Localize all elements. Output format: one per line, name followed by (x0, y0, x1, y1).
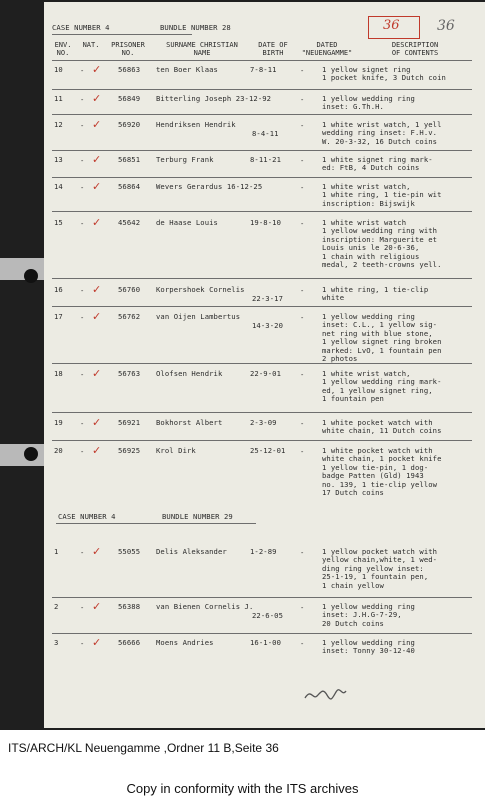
dash-mark: - (300, 219, 305, 228)
handwritten-signature (300, 680, 360, 710)
date-of-birth: 22-9-01 (250, 369, 281, 378)
dash-mark: - (80, 183, 85, 192)
contents-line: inset: C.L., 1 yellow sig- (322, 320, 438, 330)
env-number: 17 (54, 312, 63, 321)
contents-line: 1 yellow wedding ring (322, 602, 415, 611)
date-of-birth: 19-8-10 (250, 218, 281, 227)
contents-line: Louis unis le 20-6-36, (322, 243, 420, 253)
dash-mark: - (300, 156, 305, 165)
header-prisoner-no: PRISONER NO. (111, 41, 145, 57)
dash-mark: - (80, 370, 85, 379)
contents-line: 1 yellow pocket watch with (322, 547, 438, 556)
bundle-number-heading: BUNDLE NUMBER 28 (160, 23, 231, 32)
date-of-birth: 22-6-05 (252, 611, 283, 620)
dash-mark: - (300, 419, 305, 428)
prisoner-name: de Haase Louis (156, 218, 218, 227)
checkmark-icon: ✓ (92, 283, 102, 296)
checkmark-icon: ✓ (92, 545, 102, 558)
row-divider (52, 177, 472, 178)
date-of-birth: 8-4-11 (252, 129, 279, 138)
row-divider (52, 211, 472, 212)
case-number-heading: CASE NUMBER 4 (52, 23, 110, 32)
dash-mark: - (300, 447, 305, 456)
contents-line: 1 chain with religious (322, 251, 420, 261)
contents-line: badge Patten (Gld) 1943 (322, 471, 424, 481)
checkmark-icon: ✓ (92, 444, 102, 457)
dash-mark: - (80, 95, 85, 104)
env-number: 16 (54, 285, 63, 294)
punch-hole (24, 447, 38, 461)
dash-mark: - (300, 603, 305, 612)
contents-line: net ring with blue stone, (322, 328, 433, 338)
dash-mark: - (80, 219, 85, 228)
dash-mark: - (80, 639, 85, 648)
checkmark-icon: ✓ (92, 216, 102, 229)
contents-line: 1 white pocket watch with (322, 418, 433, 427)
env-number: 19 (54, 418, 63, 427)
prisoner-number: 56849 (118, 94, 141, 103)
row-divider (52, 306, 472, 307)
contents-line: 1 white ring, 1 tie-clip (322, 285, 429, 294)
contents-line: 1 white wrist watch, 1 yell (322, 120, 442, 129)
contents-line: 1 yellow signet ring (322, 65, 411, 74)
contents-line: 1 yellow wedding ring (322, 638, 415, 647)
prisoner-name: ten Boer Klaas (156, 65, 218, 74)
header-nat: NAT. (82, 41, 100, 49)
header-env-no: ENV. NO. (54, 41, 72, 57)
env-number: 11 (54, 94, 63, 103)
contents-line: yellow chain,white, 1 wed- (322, 555, 438, 565)
env-number: 2 (54, 602, 59, 611)
prisoner-name: Terburg Frank (156, 155, 214, 164)
contents-line: inscription: Marguerite et (322, 234, 438, 244)
contents-line: 1 fountain pen (322, 394, 384, 404)
prisoner-number: 56388 (118, 602, 141, 611)
contents-line: 25-1-19, 1 fountain pen, (322, 572, 429, 582)
prisoner-name: Delis Aleksander (156, 547, 227, 556)
page-number-stamp: 36 (368, 16, 420, 39)
prisoner-number: 56763 (118, 369, 141, 378)
dash-mark: - (300, 286, 305, 295)
conformity-note: Copy in conformity with the ITS archives (126, 781, 359, 796)
binder-tab (0, 444, 46, 466)
contents-line: 1 yellow wedding ring (322, 94, 415, 103)
contents-line: 1 white pocket watch with (322, 446, 433, 455)
row-divider (52, 114, 472, 115)
prisoner-name: van Oijen Lambertus (156, 312, 241, 321)
env-number: 13 (54, 155, 63, 164)
prisoner-number: 56920 (118, 120, 141, 129)
checkmark-icon: ✓ (92, 636, 102, 649)
checkmark-icon: ✓ (92, 416, 102, 429)
bundle-number-heading: BUNDLE NUMBER 29 (162, 512, 233, 521)
dash-mark: - (80, 121, 85, 130)
prisoner-number: 45642 (118, 218, 141, 227)
contents-line: 1 white signet ring mark- (322, 155, 433, 164)
contents-line: inset: G.Th.H. (322, 102, 384, 112)
archive-reference: ITS/ARCH/KL Neuengamme ,Ordner 11 B,Seite 36 (8, 741, 279, 755)
contents-line: no. 139, 1 tie-clip yellow (322, 479, 438, 489)
env-number: 18 (54, 369, 63, 378)
prisoner-number: 56760 (118, 285, 141, 294)
date-of-birth: 7-8-11 (250, 65, 277, 74)
header-description: DESCRIPTION OF CONTENTS (391, 41, 439, 57)
checkmark-icon: ✓ (92, 118, 102, 131)
env-number: 12 (54, 120, 63, 129)
row-divider (52, 597, 472, 598)
contents-line: inset: Tonny 30-12-40 (322, 646, 415, 656)
date-of-birth: 2-3-09 (250, 418, 277, 427)
checkmark-icon: ✓ (92, 63, 102, 76)
contents-line: white chain, 1 pocket knife (322, 454, 442, 464)
header-dated: DATED "NEUENGAMME" (301, 41, 353, 57)
header-dob: DATE OF BIRTH (258, 41, 288, 57)
dash-mark: - (300, 66, 305, 75)
contents-line: ed, 1 yellow signet ring, (322, 385, 433, 395)
prisoner-number: 56851 (118, 155, 141, 164)
checkmark-icon: ✓ (92, 92, 102, 105)
contents-line: 1 yellow wedding ring mark- (322, 377, 442, 387)
contents-line: 1 pocket knife, 3 Dutch coin (322, 73, 446, 83)
dash-mark: - (80, 286, 85, 295)
row-divider (52, 89, 472, 90)
checkmark-icon: ✓ (92, 310, 102, 323)
date-of-birth: 14-3-20 (252, 321, 283, 330)
prisoner-number: 56864 (118, 182, 141, 191)
prisoner-name: van Bienen Cornelis J. (156, 602, 254, 611)
header-name: SURNAME CHRISTIAN NAME (166, 41, 238, 57)
contents-line: wedding ring inset: F.H.v. (322, 128, 438, 138)
env-number: 15 (54, 218, 63, 227)
contents-line: inset: J.H.G-7-29, (322, 610, 402, 620)
contents-line: 2 photos (322, 354, 358, 363)
dash-mark: - (80, 66, 85, 75)
dash-mark: - (80, 603, 85, 612)
contents-line: inscription: Bijswijk (322, 198, 415, 208)
prisoner-name: Moens Andries (156, 638, 214, 647)
prisoner-number: 55055 (118, 547, 141, 556)
dash-mark: - (80, 313, 85, 322)
row-divider (52, 412, 472, 413)
env-number: 3 (54, 638, 59, 647)
row-divider (52, 440, 472, 441)
dash-mark: - (80, 447, 85, 456)
contents-line: 17 Dutch coins (322, 488, 384, 497)
page-number-pencil: 36 (437, 18, 455, 34)
contents-line: medal, 2 teeth-crowns yell. (322, 260, 442, 269)
dash-mark: - (300, 95, 305, 104)
prisoner-name: Bokhorst Albert (156, 418, 223, 427)
row-divider (52, 278, 472, 279)
prisoner-number: 56921 (118, 418, 141, 427)
prisoner-number: 56925 (118, 446, 141, 455)
checkmark-icon: ✓ (92, 180, 102, 193)
env-number: 1 (54, 547, 59, 556)
contents-line: W. 20-3-32, 16 Dutch coins (322, 136, 438, 146)
row-divider (52, 633, 472, 634)
contents-line: 1 yellow tie-pin, 1 dog- (322, 462, 429, 472)
prisoner-number: 56762 (118, 312, 141, 321)
dash-mark: - (300, 639, 305, 648)
contents-line: 20 Dutch coins (322, 618, 384, 628)
contents-line: 1 yellow wedding ring with (322, 226, 438, 236)
env-number: 20 (54, 446, 63, 455)
contents-line: ding ring yellow inset: (322, 563, 424, 573)
dash-mark: - (300, 548, 305, 557)
contents-line: 1 white wrist watch (322, 218, 407, 227)
dash-mark: - (300, 183, 305, 192)
heading-underline (56, 523, 256, 524)
prisoner-name: Wevers Gerardus 16-12-25 (156, 182, 263, 191)
checkmark-icon: ✓ (92, 153, 102, 166)
dash-mark: - (300, 313, 305, 322)
contents-line: ed: FtB, 4 Dutch coins (322, 163, 420, 173)
prisoner-name: Olofsen Hendrik (156, 369, 223, 378)
row-divider (52, 150, 472, 151)
date-of-birth: 16-1-00 (250, 638, 281, 647)
prisoner-name: Hendriksen Hendrik (156, 120, 236, 129)
contents-line: 1 white ring, 1 tie-pin wit (322, 190, 442, 200)
dash-mark: - (80, 419, 85, 428)
env-number: 10 (54, 65, 63, 74)
prisoner-name: Krol Dirk (156, 446, 196, 455)
checkmark-icon: ✓ (92, 600, 102, 613)
date-of-birth: 8-11-21 (250, 155, 281, 164)
punch-hole (24, 269, 38, 283)
dash-mark: - (300, 370, 305, 379)
prisoner-name: Bitterling Joseph 23-12-92 (156, 94, 272, 103)
contents-line: 1 white wrist watch, (322, 369, 411, 378)
prisoner-number: 56666 (118, 638, 141, 647)
case-number-heading: CASE NUMBER 4 (58, 512, 116, 521)
date-of-birth: 1-2-89 (250, 547, 277, 556)
date-of-birth: 22-3-17 (252, 294, 283, 303)
contents-line: 1 yellow wedding ring (322, 312, 415, 321)
prisoner-name: Korpershoek Cornelis (156, 285, 245, 294)
contents-line: 1 chain yellow (322, 580, 384, 590)
heading-underline (52, 34, 192, 35)
contents-line: white chain, 11 Dutch coins (322, 426, 442, 436)
prisoner-number: 56863 (118, 65, 141, 74)
contents-line: marked: LvO, 1 fountain pen (322, 345, 442, 355)
dash-mark: - (300, 121, 305, 130)
row-divider (52, 363, 472, 364)
contents-line: white (322, 293, 345, 303)
env-number: 14 (54, 182, 63, 191)
dash-mark: - (80, 548, 85, 557)
binder-tab (0, 258, 46, 280)
contents-line: 1 white wrist watch, (322, 182, 411, 191)
checkmark-icon: ✓ (92, 367, 102, 380)
header-rule (52, 60, 472, 61)
dash-mark: - (80, 156, 85, 165)
contents-line: 1 yellow signet ring broken (322, 337, 442, 347)
date-of-birth: 25-12-01 (250, 446, 286, 455)
